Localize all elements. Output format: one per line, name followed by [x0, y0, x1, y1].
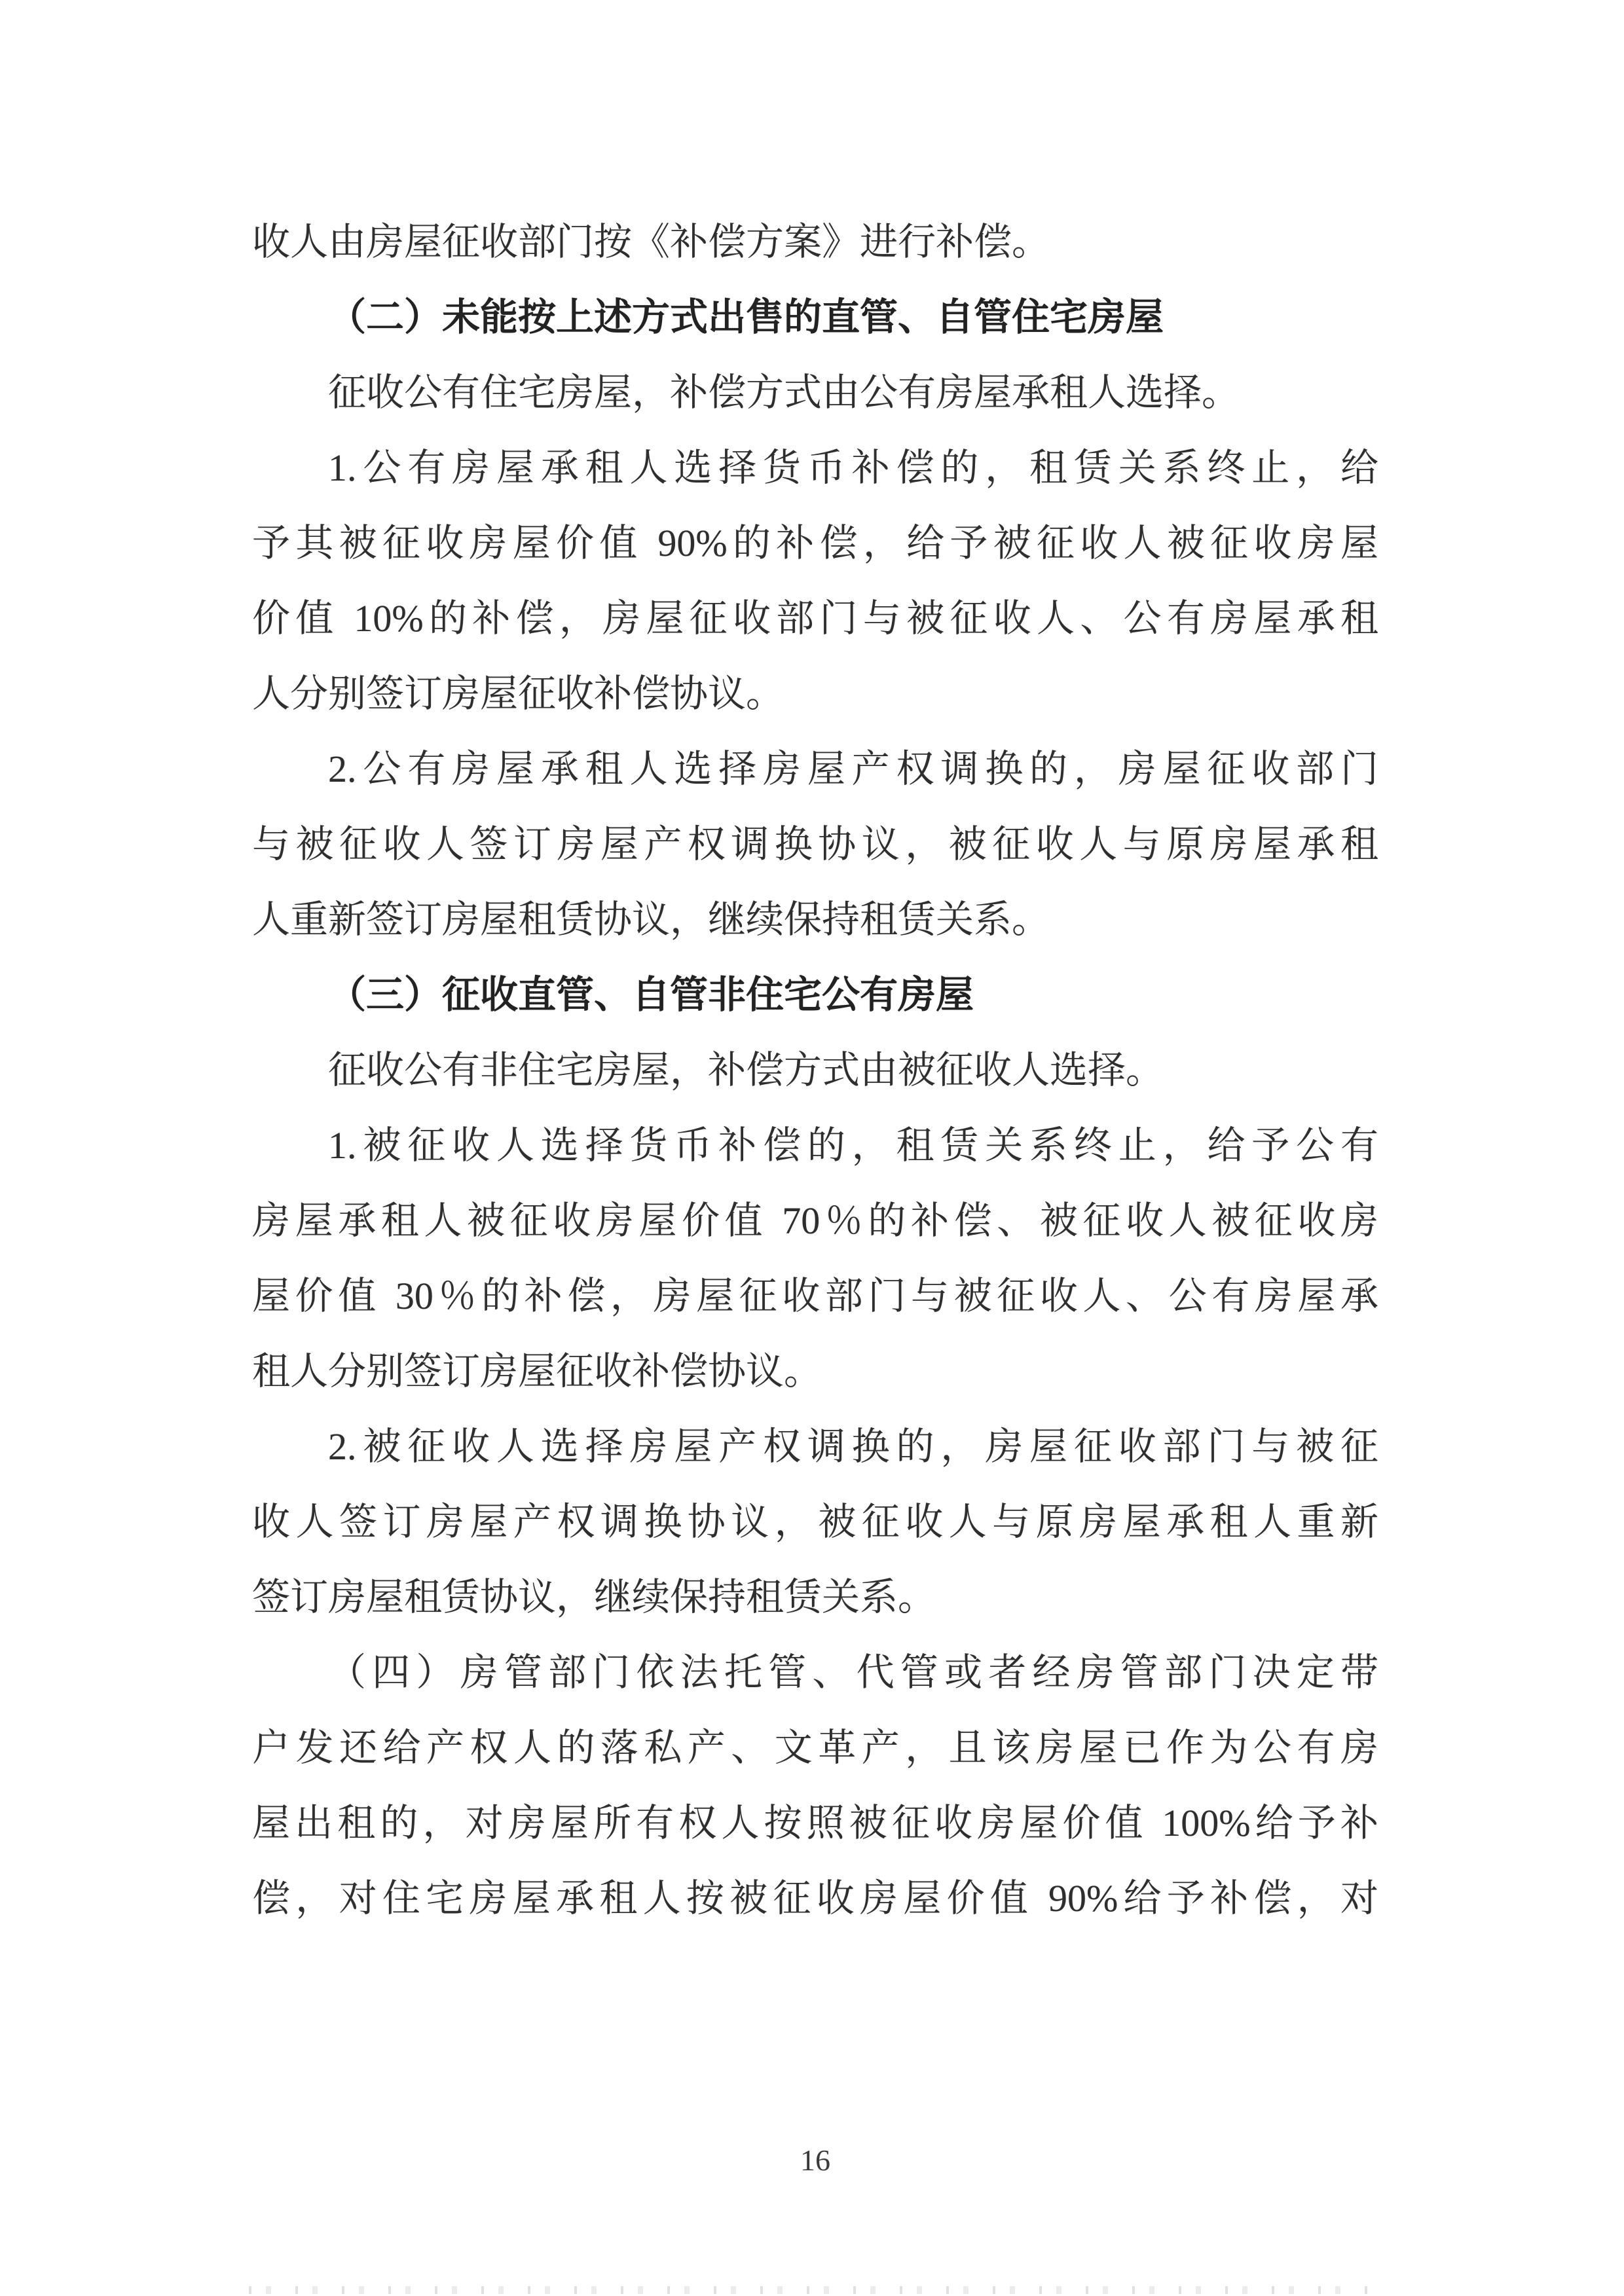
text-paragraph — [252, 1108, 1378, 1409]
section-heading — [252, 280, 1378, 355]
text-line: 屋价值 30％的补偿，房屋征收部门与被征收人、公有房屋承 — [252, 1275, 1378, 1317]
cutoff-text-remnant — [249, 2286, 1378, 2294]
text-line: 1.公有房屋承租人选择货币补偿的，租赁关系终止，给 — [328, 446, 1378, 489]
text-line: 户发还给产权人的落私产、文革产，且该房屋已作为公有房 — [252, 1726, 1378, 1769]
text-paragraph — [252, 204, 1378, 280]
text-line: （三）征收直管、自管非住宅公有房屋 — [328, 974, 974, 1016]
text-line: 予其被征收房屋价值 90%的补偿，给予被征收人被征收房屋 — [252, 522, 1378, 564]
text-line: 2.被征收人选择房屋产权调换的，房屋征收部门与被征 — [328, 1425, 1378, 1468]
page-number: 16 — [800, 2143, 830, 2177]
section-heading — [252, 957, 1378, 1032]
text-line: 与被征收人签订房屋产权调换协议，被征收人与原房屋承租 — [252, 823, 1378, 866]
text-line: 1.被征收人选择货币补偿的，租赁关系终止，给予公有 — [328, 1124, 1378, 1167]
text-line: 2.公有房屋承租人选择房屋产权调换的，房屋征收部门 — [328, 748, 1378, 790]
text-line: 租人分别签订房屋征收补偿协议。 — [252, 1350, 822, 1393]
text-line: 人重新签订房屋租赁协议，继续保持租赁关系。 — [252, 898, 1050, 941]
text-paragraph — [252, 355, 1378, 430]
text-line: 屋出租的，对房屋所有权人按照被征收房屋价值 100%给予补 — [252, 1802, 1378, 1844]
text-line: 签订房屋租赁协议，继续保持租赁关系。 — [252, 1576, 936, 1618]
text-line: 征收公有非住宅房屋，补偿方式由被征收人选择。 — [328, 1049, 1164, 1091]
text-paragraph — [252, 1635, 1378, 1936]
text-paragraph — [252, 1032, 1378, 1108]
text-paragraph — [252, 430, 1378, 731]
text-line: 价值 10%的补偿，房屋征收部门与被征收人、公有房屋承租 — [252, 597, 1378, 640]
text-line: （二）未能按上述方式出售的直管、自管住宅房屋 — [328, 296, 1164, 338]
text-line: 房屋承租人被征收房屋价值 70％的补偿、被征收人被征收房 — [252, 1199, 1378, 1242]
text-line: （四）房管部门依法托管、代管或者经房管部门决定带 — [328, 1651, 1378, 1694]
text-line: 人分别签订房屋征收补偿协议。 — [252, 672, 784, 715]
text-line: 征收公有住宅房屋，补偿方式由公有房屋承租人选择。 — [328, 371, 1240, 414]
document-body — [252, 204, 1378, 1936]
text-line: 偿，对住宅房屋承租人按被征收房屋价值 90%给予补偿，对 — [252, 1877, 1378, 1920]
text-line: 收人由房屋征收部门按《补偿方案》进行补偿。 — [252, 221, 1050, 263]
text-paragraph — [252, 1409, 1378, 1635]
text-paragraph — [252, 731, 1378, 957]
text-line: 收人签订房屋产权调换协议，被征收人与原房屋承租人重新 — [252, 1501, 1378, 1543]
